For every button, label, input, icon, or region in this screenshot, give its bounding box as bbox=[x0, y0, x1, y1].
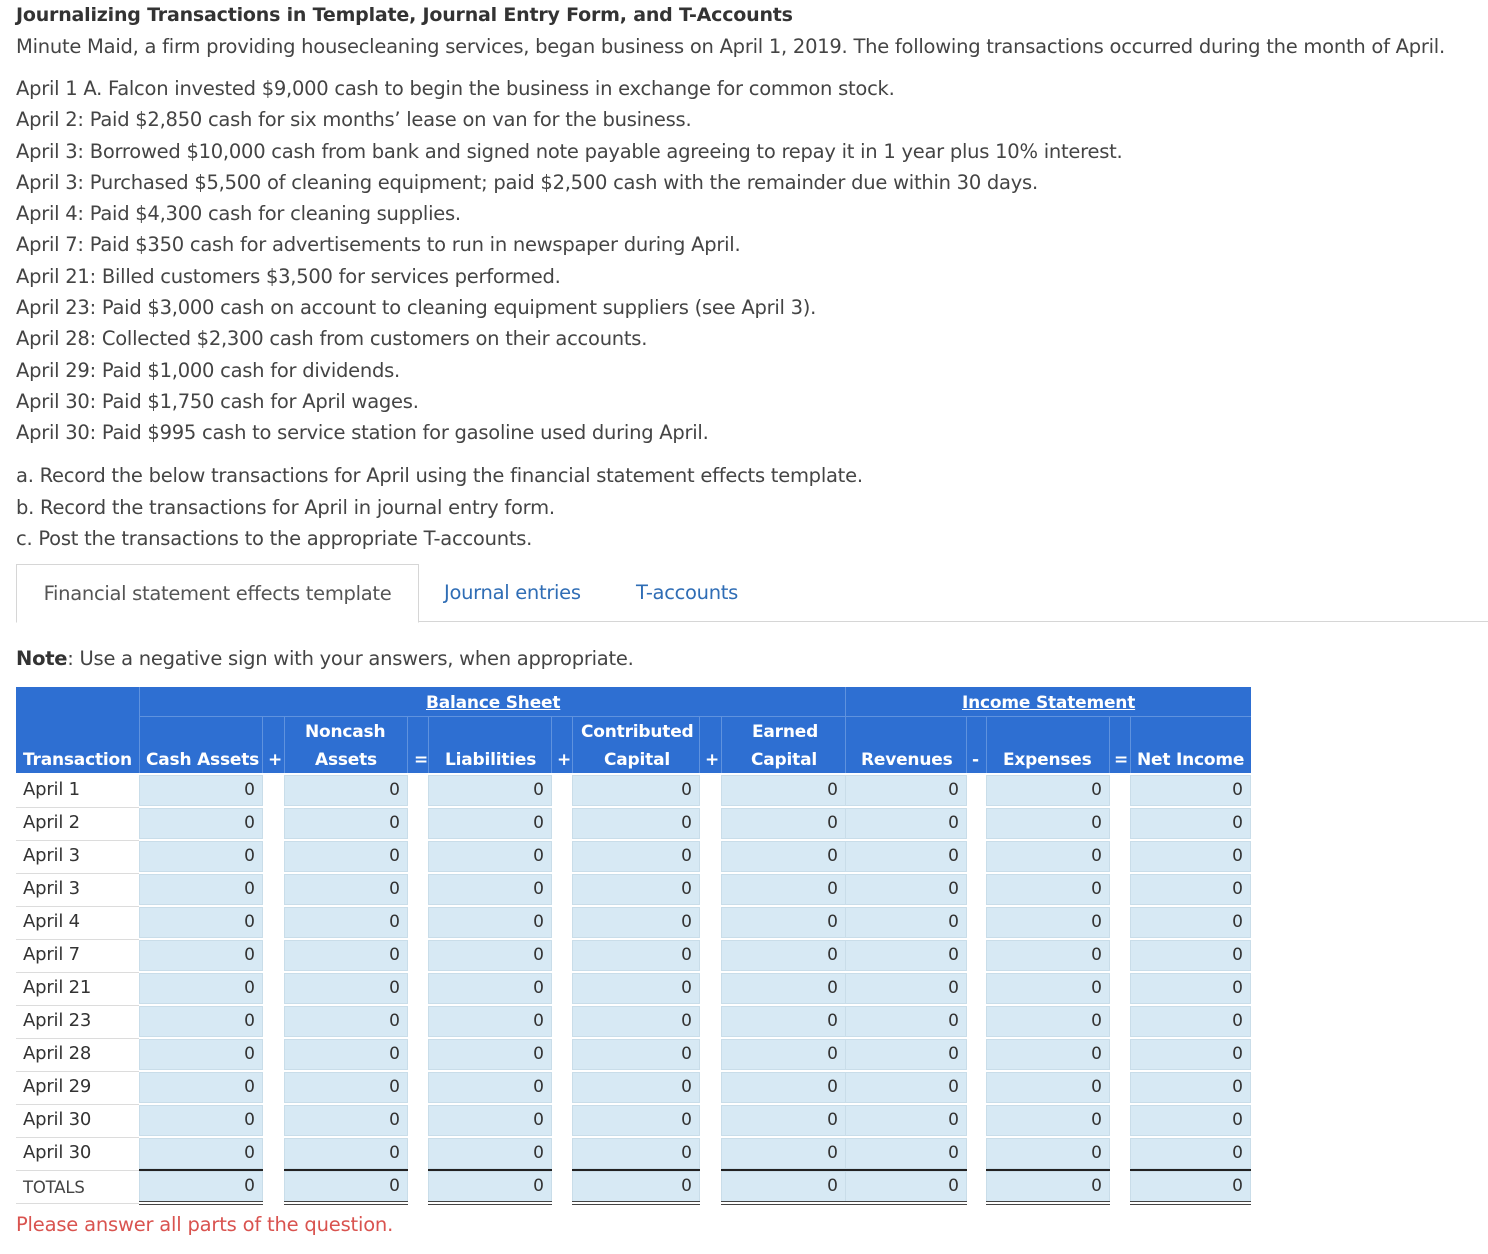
op-equals: = bbox=[414, 750, 429, 770]
cell-value[interactable]: 0 bbox=[1232, 1077, 1243, 1097]
table-row bbox=[16, 1138, 1251, 1171]
col-cash-assets: Cash Assets bbox=[146, 750, 260, 770]
row-label: April 30 bbox=[23, 1109, 92, 1130]
col-expenses: Expenses bbox=[1003, 750, 1092, 770]
cell-value[interactable]: 0 bbox=[389, 1143, 400, 1163]
table-row bbox=[16, 1105, 1251, 1138]
cell-value[interactable]: 0 bbox=[1091, 978, 1102, 998]
transaction-item: April 2: Paid $2,850 cash for six months’ lease on van for the business. bbox=[16, 108, 692, 132]
cell-value[interactable]: 0 bbox=[681, 945, 692, 965]
cell-value[interactable]: 0 bbox=[681, 1077, 692, 1097]
tab-financial-statement-template[interactable]: Financial statement effects template bbox=[16, 564, 419, 623]
cell-value[interactable]: 0 bbox=[533, 780, 544, 800]
cell-value[interactable]: 0 bbox=[681, 1110, 692, 1130]
cell-value[interactable]: 0 bbox=[244, 1176, 255, 1196]
tab-journal-entries[interactable]: Journal entries bbox=[444, 581, 581, 604]
col-earned-line1: Earned bbox=[752, 722, 819, 742]
cell-value[interactable]: 0 bbox=[1232, 1011, 1243, 1031]
col-earned-line2: Capital bbox=[751, 750, 817, 770]
cell-value[interactable]: 0 bbox=[533, 1011, 544, 1031]
part-c: c. Post the transactions to the appropriate T-accounts. bbox=[16, 527, 533, 550]
cell-value[interactable]: 0 bbox=[244, 945, 255, 965]
cell-value[interactable]: 0 bbox=[1091, 846, 1102, 866]
cell-value[interactable]: 0 bbox=[827, 1044, 838, 1064]
note-body: : Use a negative sign with your answers, when appropriate. bbox=[67, 647, 634, 670]
col-revenues: Revenues bbox=[861, 750, 953, 770]
transaction-item: April 30: Paid $995 cash to service station for gasoline used during April. bbox=[16, 421, 709, 445]
cell-value[interactable]: 0 bbox=[681, 1176, 692, 1196]
warning-message: Please answer all parts of the question. bbox=[16, 1213, 394, 1236]
col-noncash-line1: Noncash bbox=[305, 722, 386, 742]
cell-value[interactable]: 0 bbox=[533, 1143, 544, 1163]
cell-value[interactable]: 0 bbox=[389, 879, 400, 899]
row-label: April 4 bbox=[23, 911, 80, 932]
cell-value[interactable]: 0 bbox=[681, 1143, 692, 1163]
cell-value[interactable]: 0 bbox=[244, 912, 255, 932]
cell-value[interactable]: 0 bbox=[827, 1110, 838, 1130]
row-label: April 7 bbox=[23, 944, 80, 965]
row-label: April 29 bbox=[23, 1076, 92, 1097]
cell-value[interactable]: 0 bbox=[389, 780, 400, 800]
op-equals: = bbox=[1114, 750, 1129, 770]
cell-value[interactable]: 0 bbox=[1091, 1110, 1102, 1130]
cell-value[interactable]: 0 bbox=[681, 1044, 692, 1064]
cell-value[interactable]: 0 bbox=[948, 780, 959, 800]
row-label: April 3 bbox=[23, 845, 80, 866]
cell-value[interactable]: 0 bbox=[389, 1110, 400, 1130]
cell-value[interactable]: 0 bbox=[1091, 1176, 1102, 1196]
cell-value[interactable]: 0 bbox=[681, 912, 692, 932]
cell-value[interactable]: 0 bbox=[1232, 780, 1243, 800]
tab-bar bbox=[16, 564, 1488, 622]
cell-value[interactable]: 0 bbox=[244, 1044, 255, 1064]
cell-value[interactable]: 0 bbox=[948, 879, 959, 899]
col-contributed-line1: Contributed bbox=[581, 722, 694, 742]
cell-value[interactable]: 0 bbox=[1091, 813, 1102, 833]
transaction-item: April 28: Collected $2,300 cash from customers on their accounts. bbox=[16, 327, 648, 351]
cell-value[interactable]: 0 bbox=[533, 813, 544, 833]
cell-value[interactable]: 0 bbox=[827, 1176, 838, 1196]
cell-value[interactable]: 0 bbox=[1232, 978, 1243, 998]
cell-value[interactable]: 0 bbox=[1091, 1077, 1102, 1097]
cell-value[interactable]: 0 bbox=[827, 1011, 838, 1031]
cell-value[interactable]: 0 bbox=[389, 912, 400, 932]
cell-value[interactable]: 0 bbox=[827, 813, 838, 833]
cell-value[interactable]: 0 bbox=[948, 912, 959, 932]
cell-value[interactable]: 0 bbox=[827, 1077, 838, 1097]
cell-value[interactable]: 0 bbox=[1091, 1143, 1102, 1163]
table-row bbox=[16, 775, 1251, 808]
col-noncash-line2: Assets bbox=[315, 750, 377, 770]
cell-value[interactable]: 0 bbox=[244, 978, 255, 998]
table-row bbox=[16, 940, 1251, 973]
cell-value[interactable]: 0 bbox=[533, 945, 544, 965]
cell-value[interactable]: 0 bbox=[1232, 879, 1243, 899]
cell-value[interactable]: 0 bbox=[681, 978, 692, 998]
cell-value[interactable]: 0 bbox=[1232, 1044, 1243, 1064]
cell-value[interactable]: 0 bbox=[681, 1011, 692, 1031]
transaction-item: April 29: Paid $1,000 cash for dividends. bbox=[16, 358, 400, 382]
cell-value[interactable]: 0 bbox=[244, 813, 255, 833]
op-plus: + bbox=[268, 750, 283, 770]
table-row bbox=[16, 1006, 1251, 1039]
cell-value[interactable]: 0 bbox=[244, 1143, 255, 1163]
cell-value[interactable]: 0 bbox=[1091, 879, 1102, 899]
transaction-item: April 4: Paid $4,300 cash for cleaning supplies. bbox=[16, 202, 461, 226]
cell-value[interactable]: 0 bbox=[389, 1077, 400, 1097]
transaction-list bbox=[16, 75, 1122, 451]
cell-value[interactable]: 0 bbox=[1232, 846, 1243, 866]
cell-value[interactable]: 0 bbox=[533, 912, 544, 932]
cell-value[interactable]: 0 bbox=[1232, 1110, 1243, 1130]
table-row bbox=[16, 1039, 1251, 1072]
part-b: b. Record the transactions for April in journal entry form. bbox=[16, 495, 555, 519]
row-label: April 21 bbox=[23, 977, 92, 998]
op-minus: - bbox=[972, 750, 979, 770]
effects-template-table bbox=[16, 687, 1251, 1204]
cell-value[interactable]: 0 bbox=[681, 780, 692, 800]
row-label: April 2 bbox=[23, 812, 80, 833]
cell-value[interactable]: 0 bbox=[681, 879, 692, 899]
cell-value[interactable]: 0 bbox=[533, 1044, 544, 1064]
col-liabilities: Liabilities bbox=[445, 750, 537, 770]
cell-value[interactable]: 0 bbox=[681, 813, 692, 833]
cell-value[interactable]: 0 bbox=[948, 945, 959, 965]
cell-value[interactable]: 0 bbox=[244, 1011, 255, 1031]
cell-value[interactable]: 0 bbox=[948, 1011, 959, 1031]
cell-value[interactable]: 0 bbox=[389, 1176, 400, 1196]
transaction-item: April 30: Paid $1,750 cash for April wages. bbox=[16, 389, 419, 413]
row-label: April 30 bbox=[23, 1142, 92, 1163]
table-row bbox=[16, 808, 1251, 841]
cell-value[interactable]: 0 bbox=[389, 1011, 400, 1031]
intro-text: Minute Maid, a firm providing housecleaning services, began business on April 1, 2019. The following transactions occurred during the month of April. bbox=[16, 35, 1445, 58]
row-label: April 3 bbox=[23, 878, 80, 899]
tab-t-accounts[interactable]: T-accounts bbox=[636, 581, 739, 604]
cell-value[interactable]: 0 bbox=[389, 813, 400, 833]
transaction-item: April 3: Purchased $5,500 of cleaning equipment; paid $2,500 cash with the remainder due within 30 days. bbox=[16, 170, 1038, 194]
table-row bbox=[16, 874, 1251, 907]
col-net-income: Net Income bbox=[1137, 750, 1245, 770]
cell-value[interactable]: 0 bbox=[1091, 912, 1102, 932]
table-row bbox=[16, 907, 1251, 940]
totals-row bbox=[16, 1171, 1251, 1204]
cell-value[interactable]: 0 bbox=[827, 945, 838, 965]
cell-value[interactable]: 0 bbox=[948, 1077, 959, 1097]
cell-value[interactable]: 0 bbox=[389, 978, 400, 998]
cell-value[interactable]: 0 bbox=[1232, 1143, 1243, 1163]
table-header bbox=[16, 687, 1251, 773]
cell-value[interactable]: 0 bbox=[827, 978, 838, 998]
cell-value[interactable]: 0 bbox=[533, 846, 544, 866]
page-title: Journalizing Transactions in Template, Journal Entry Form, and T-Accounts bbox=[16, 4, 793, 26]
note-label: Note bbox=[16, 647, 68, 670]
cell-value[interactable]: 0 bbox=[1091, 945, 1102, 965]
cell-value[interactable]: 0 bbox=[948, 1176, 959, 1196]
note-text bbox=[16, 647, 634, 670]
cell-value[interactable]: 0 bbox=[533, 879, 544, 899]
cell-value[interactable]: 0 bbox=[533, 1110, 544, 1130]
col-contributed-line2: Capital bbox=[604, 750, 670, 770]
transaction-item: April 7: Paid $350 cash for advertisements to run in newspaper during April. bbox=[16, 233, 741, 257]
transaction-item: April 1 A. Falcon invested $9,000 cash to begin the business in exchange for common stock. bbox=[16, 77, 895, 100]
cell-value[interactable]: 0 bbox=[827, 1143, 838, 1163]
transaction-item: April 23: Paid $3,000 cash on account to cleaning equipment suppliers (see April 3). bbox=[16, 296, 817, 320]
cell-value[interactable]: 0 bbox=[533, 1176, 544, 1196]
cell-value[interactable]: 0 bbox=[948, 978, 959, 998]
part-a: a. Record the below transactions for April using the financial statement effects template. bbox=[16, 464, 863, 487]
col-transaction: Transaction bbox=[23, 750, 132, 770]
table-row bbox=[16, 1072, 1251, 1105]
cell-value[interactable]: 0 bbox=[244, 1110, 255, 1130]
cell-value[interactable]: 0 bbox=[244, 780, 255, 800]
cell-value[interactable]: 0 bbox=[1091, 780, 1102, 800]
cell-value[interactable]: 0 bbox=[533, 1077, 544, 1097]
group-income-statement: Income Statement bbox=[962, 693, 1136, 713]
cell-value[interactable]: 0 bbox=[827, 912, 838, 932]
cell-value[interactable]: 0 bbox=[827, 846, 838, 866]
row-label: April 28 bbox=[23, 1043, 92, 1064]
transaction-item: April 3: Borrowed $10,000 cash from bank and signed note payable agreeing to repay it in 1 year plus 10% interest. bbox=[16, 139, 1123, 163]
table-row bbox=[16, 841, 1251, 874]
cell-value[interactable]: 0 bbox=[1232, 945, 1243, 965]
cell-value[interactable]: 0 bbox=[681, 846, 692, 866]
cell-value[interactable]: 0 bbox=[1232, 813, 1243, 833]
cell-value[interactable]: 0 bbox=[948, 1143, 959, 1163]
table-row bbox=[16, 973, 1251, 1006]
cell-value[interactable]: 0 bbox=[1091, 1044, 1102, 1064]
op-plus: + bbox=[705, 750, 720, 770]
cell-value[interactable]: 0 bbox=[948, 846, 959, 866]
cell-value[interactable]: 0 bbox=[1232, 1176, 1243, 1196]
row-label: April 1 bbox=[23, 779, 80, 800]
cell-value[interactable]: 0 bbox=[948, 813, 959, 833]
cell-value[interactable]: 0 bbox=[1091, 1011, 1102, 1031]
cell-value[interactable]: 0 bbox=[389, 945, 400, 965]
group-balance-sheet: Balance Sheet bbox=[426, 693, 561, 713]
cell-value[interactable]: 0 bbox=[244, 846, 255, 866]
op-plus: + bbox=[557, 750, 572, 770]
cell-value[interactable]: 0 bbox=[244, 1077, 255, 1097]
cell-value[interactable]: 0 bbox=[948, 1110, 959, 1130]
cell-value[interactable]: 0 bbox=[827, 879, 838, 899]
cell-value[interactable]: 0 bbox=[244, 879, 255, 899]
cell-value[interactable]: 0 bbox=[827, 780, 838, 800]
cell-value[interactable]: 0 bbox=[1232, 912, 1243, 932]
cell-value[interactable]: 0 bbox=[389, 1044, 400, 1064]
totals-label: TOTALS bbox=[23, 1178, 85, 1197]
question-parts bbox=[16, 462, 863, 557]
cell-value[interactable]: 0 bbox=[533, 978, 544, 998]
cell-value[interactable]: 0 bbox=[948, 1044, 959, 1064]
cell-value[interactable]: 0 bbox=[389, 846, 400, 866]
row-label: April 23 bbox=[23, 1010, 92, 1031]
transaction-item: April 21: Billed customers $3,500 for services performed. bbox=[16, 264, 561, 288]
